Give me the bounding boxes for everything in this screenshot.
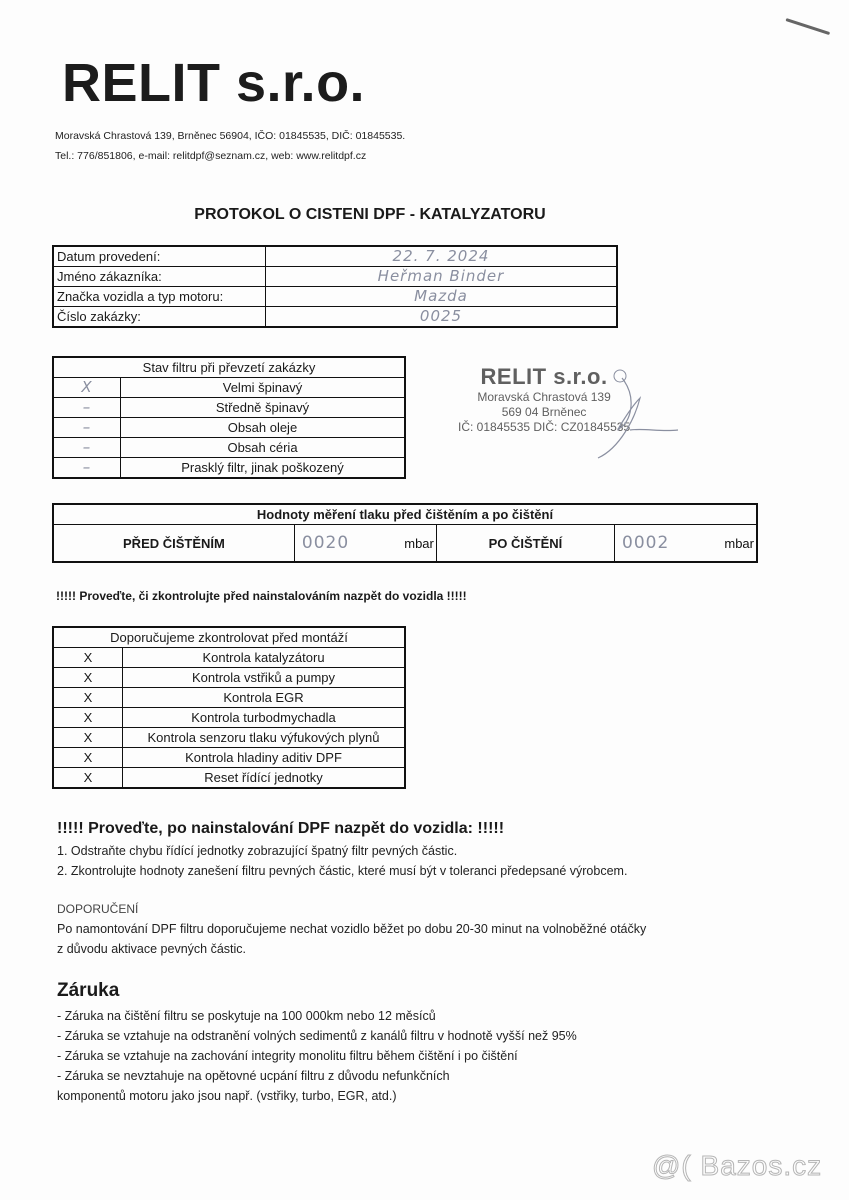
step-item: 1. Odstraňte chybu řídící jednotky zobrazující špatný filtr pevných částic. xyxy=(57,844,458,858)
row-label: Obsah céria xyxy=(121,438,406,458)
recommendation-text: Po namontování DPF filtru doporučujeme nechat vozidlo běžet po dobu 20-30 minut na volnoběžné otáčky xyxy=(57,922,647,936)
warranty-item: - Záruka se vztahuje na zachování integrity monolitu filtru během čištění i po čištění xyxy=(57,1049,518,1063)
info-value-customer: Heřman Binder xyxy=(266,267,618,287)
check-mark: – xyxy=(53,398,121,418)
before-value-cell xyxy=(294,525,436,563)
info-value-order: 0025 xyxy=(266,307,618,328)
warranty-list xyxy=(57,1006,577,1106)
pressure-heading: Hodnoty měření tlaku před čištěním a po čištění xyxy=(53,504,757,525)
info-row-order xyxy=(53,307,617,328)
bazos-watermark: @( Bazos.cz xyxy=(652,1150,823,1181)
after-value: 0002 xyxy=(622,532,670,553)
row-label: Obsah oleje xyxy=(121,418,406,438)
unit-label: mbar xyxy=(724,536,754,551)
table-row xyxy=(53,418,405,438)
recommendation-section xyxy=(57,899,646,959)
info-table xyxy=(52,245,618,328)
checks-table xyxy=(52,626,406,789)
table-row xyxy=(53,708,405,728)
step-item: 2. Zkontrolujte hodnoty zanešení filtru pevných částic, které musí být v toleranci předepsané výrobcem. xyxy=(57,864,628,878)
row-label: Středně špinavý xyxy=(121,398,406,418)
table-row xyxy=(53,728,405,748)
table-row xyxy=(53,458,405,479)
warranty-item: komponentů motoru jako jsou např. (vstřiky, turbo, EGR, atd.) xyxy=(57,1089,397,1103)
check-mark: X xyxy=(53,728,123,748)
warranty-item: - Záruka na čištění filtru se poskytuje na 100 000km nebo 12 měsíců xyxy=(57,1009,436,1023)
after-label: PO ČIŠTĚNÍ xyxy=(436,525,614,563)
info-label: Číslo zakázky: xyxy=(53,307,266,328)
table-row xyxy=(53,438,405,458)
unit-label: mbar xyxy=(404,536,434,551)
warning-before-install: !!!!! Proveďte, či zkontrolujte před nainstalováním nazpět do vozidla !!!!! xyxy=(56,589,467,603)
row-label: Kontrola EGR xyxy=(123,688,406,708)
stamp-line: IČ: 01845535 DIČ: CZ01845535 xyxy=(458,420,631,434)
table-row xyxy=(53,688,405,708)
warranty-item: - Záruka se nevztahuje na opětovné ucpání filtru z důvodu nefunkčních xyxy=(57,1069,450,1083)
info-value-vehicle: Mazda xyxy=(266,287,618,307)
after-install-steps xyxy=(57,841,627,881)
row-label: Kontrola hladiny aditiv DPF xyxy=(123,748,406,768)
check-mark: – xyxy=(53,438,121,458)
check-mark: X xyxy=(53,768,123,789)
stamp-company: RELIT s.r.o. xyxy=(480,364,608,389)
table-row xyxy=(53,648,405,668)
check-mark: X xyxy=(53,648,123,668)
company-logo: RELIT s.r.o. xyxy=(62,53,366,113)
recommendation-heading: DOPORUČENÍ xyxy=(57,902,139,916)
table-row xyxy=(53,668,405,688)
filter-state-table xyxy=(52,356,406,479)
info-row-vehicle xyxy=(53,287,617,307)
row-label: Velmi špinavý xyxy=(121,378,406,398)
warranty-item: - Záruka se vztahuje na odstranění volných sedimentů z kanálů filtru v hodnotě vyšší než 95% xyxy=(57,1029,577,1043)
info-label: Jméno zákazníka: xyxy=(53,267,266,287)
before-label: PŘED ČIŠTĚNÍM xyxy=(53,525,294,563)
info-row-date xyxy=(53,246,617,267)
check-mark: X xyxy=(53,668,123,688)
table-row xyxy=(53,748,405,768)
check-mark: – xyxy=(53,418,121,438)
check-mark: X xyxy=(53,688,123,708)
row-label: Kontrola katalyzátoru xyxy=(123,648,406,668)
table-row xyxy=(53,378,405,398)
info-value-date: 22. 7. 2024 xyxy=(266,246,618,267)
stamp-line: Moravská Chrastová 139 xyxy=(477,390,611,404)
row-label: Kontrola senzoru tlaku výfukových plynů xyxy=(123,728,406,748)
checks-heading: Doporučujeme zkontrolovat před montáží xyxy=(53,627,405,648)
info-label: Značka vozidla a typ motoru: xyxy=(53,287,266,307)
row-label: Kontrola turbodmychadla xyxy=(123,708,406,728)
company-contact: Tel.: 776/851806, e-mail: relitdpf@seznam.cz, web: www.relitdpf.cz xyxy=(55,150,367,162)
table-row xyxy=(53,768,405,789)
check-mark: X xyxy=(53,748,123,768)
row-label: Reset řídící jednotky xyxy=(123,768,406,789)
table-row xyxy=(53,398,405,418)
signature xyxy=(590,368,690,468)
info-row-customer xyxy=(53,267,617,287)
filter-state-heading: Stav filtru při převzetí zakázky xyxy=(53,357,405,378)
warning-after-install: !!!!! Proveďte, po nainstalování DPF nazpět do vozidla: !!!!! xyxy=(57,820,505,837)
row-label: Kontrola vstřiků a pumpy xyxy=(123,668,406,688)
row-label: Prasklý filtr, jinak poškozený xyxy=(121,458,406,479)
recommendation-text: z důvodu aktivace pevných částic. xyxy=(57,942,246,956)
before-value: 0020 xyxy=(301,532,350,553)
pressure-table xyxy=(52,503,758,563)
after-value-cell xyxy=(615,525,758,563)
info-label: Datum provedení: xyxy=(53,246,266,267)
warranty-heading: Záruka xyxy=(57,980,120,1001)
document-title: PROTOKOL O CISTENI DPF - KATALYZATORU xyxy=(194,206,546,223)
pen-stroke xyxy=(786,18,831,35)
stamp-line: 569 04 Brněnec xyxy=(501,405,587,419)
check-mark: X xyxy=(53,708,123,728)
company-address: Moravská Chrastová 139, Brněnec 56904, IČO: 01845535, DIČ: 01845535. xyxy=(55,130,406,142)
check-mark: X xyxy=(53,378,121,398)
check-mark: – xyxy=(53,458,121,479)
